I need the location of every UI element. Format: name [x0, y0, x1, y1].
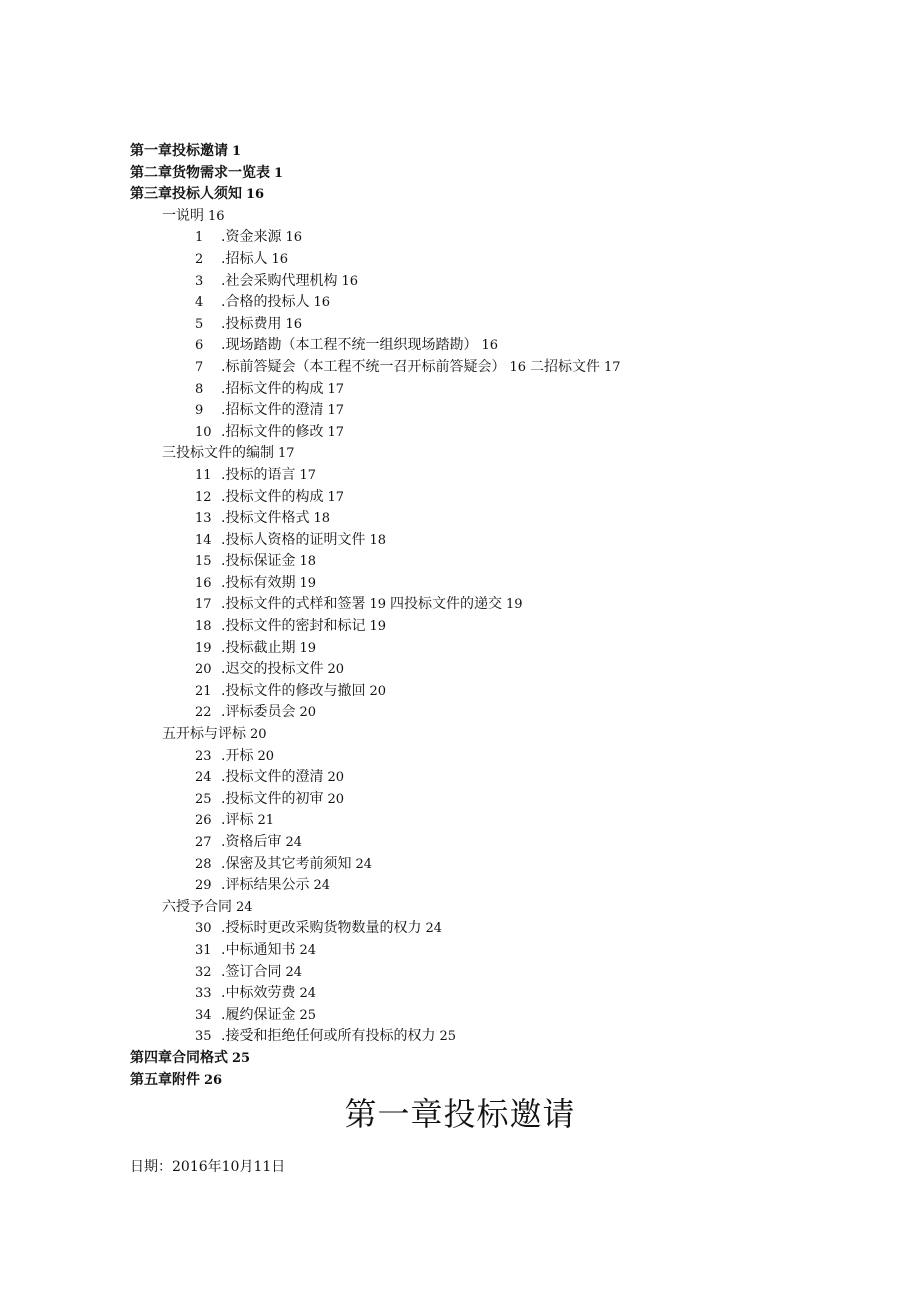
- toc-chapter: [0, 1070, 920, 1092]
- toc-page-number: 24: [299, 986, 316, 1002]
- toc-item-number: 20: [195, 662, 212, 678]
- toc-item-number: 33: [195, 986, 212, 1002]
- toc-page-number: 16: [313, 295, 330, 311]
- toc-item: [0, 659, 920, 681]
- toc-page-number: 17: [327, 381, 344, 397]
- toc-entry-title: .签订合同: [221, 963, 282, 980]
- toc-page-number: 20: [257, 748, 274, 764]
- toc-page-number: 1: [274, 165, 284, 181]
- toc-entry-title: .迟交的投标文件: [221, 661, 324, 678]
- toc-page-number: 24: [425, 921, 442, 937]
- toc-entry-title: 四投标文件的递交: [390, 596, 502, 613]
- toc-item-number: 17: [195, 597, 212, 613]
- chapter-heading: 第一章投标邀请: [344, 1095, 576, 1133]
- toc-item: [0, 271, 920, 293]
- toc-item-number: 11: [195, 467, 212, 483]
- toc-item: [0, 379, 920, 401]
- toc-page-number: 20: [250, 727, 267, 743]
- toc-item-number: 7: [195, 359, 204, 375]
- toc-item-number: 16: [195, 575, 212, 591]
- toc-item: [0, 940, 920, 962]
- toc-entry-title: 第二章货物需求一览表: [130, 164, 270, 181]
- toc-item-number: 22: [195, 705, 212, 721]
- toc-item-number: 24: [195, 770, 212, 786]
- toc-item-number: 34: [195, 1007, 212, 1023]
- toc-item-number: 2: [195, 251, 204, 267]
- toc-page-number: 19: [369, 597, 386, 613]
- toc-item: [0, 767, 920, 789]
- toc-entry-title: 一说明: [162, 207, 204, 224]
- toc-page-number: 17: [327, 424, 344, 440]
- toc-entry-title: .现场踏勘（本工程不统一组织现场踏勘）: [221, 337, 478, 354]
- toc-page-number: 17: [299, 467, 316, 483]
- toc-entry-title: .投标的语言: [221, 466, 296, 483]
- toc-item-number: 4: [195, 295, 204, 311]
- toc-item: [0, 746, 920, 768]
- toc-item: [0, 832, 920, 854]
- toc-page-number: 25: [299, 1007, 316, 1023]
- toc-entry-title: .评标结果公示: [221, 877, 310, 894]
- table-of-contents: [0, 141, 920, 1091]
- toc-page-number: 19: [299, 575, 316, 591]
- toc-page-number: 26: [204, 1072, 223, 1088]
- toc-item: [0, 854, 920, 876]
- toc-entry-title: .保密及其它考前须知: [221, 855, 352, 872]
- toc-item: [0, 487, 920, 509]
- toc-item: [0, 1005, 920, 1027]
- toc-page-number: 18: [313, 511, 330, 527]
- toc-item-number: 9: [195, 403, 204, 419]
- toc-entry-title: .投标文件的初审: [221, 790, 324, 807]
- toc-item-number: 26: [195, 813, 212, 829]
- toc-page-number: 16: [285, 230, 302, 246]
- toc-entry-title: .社会采购代理机构: [221, 272, 338, 289]
- toc-chapter: [0, 1048, 920, 1070]
- toc-item-number: 27: [195, 835, 212, 850]
- toc-entry-title: .履约保证金: [221, 1006, 296, 1023]
- toc-page-number: 20: [327, 791, 344, 807]
- toc-item-number: 21: [195, 683, 212, 699]
- toc-page-number: 17: [327, 489, 344, 505]
- toc-entry-title: 三投标文件的编制: [162, 445, 274, 462]
- toc-entry-title: 第三章投标人须知: [130, 186, 242, 203]
- toc-item: [0, 292, 920, 314]
- toc-entry-title: .合格的投标人: [221, 294, 310, 311]
- toc-entry-title: 二招标文件: [530, 358, 600, 375]
- toc-item-number: 12: [195, 489, 212, 505]
- toc-entry-title: .投标文件的密封和标记: [221, 618, 366, 635]
- toc-page-number: 21: [257, 813, 274, 829]
- toc-item-number: 23: [195, 748, 212, 764]
- toc-page-number: 16: [481, 338, 498, 354]
- toc-item: [0, 1026, 920, 1048]
- toc-item: [0, 422, 920, 444]
- toc-entry-title: .投标文件的构成: [221, 488, 324, 505]
- toc-page-number: 16: [271, 251, 288, 267]
- toc-item: [0, 573, 920, 595]
- toc-item-number: 18: [195, 619, 212, 635]
- toc-entry-title: .中标通知书: [221, 941, 296, 958]
- toc-item-number: 13: [195, 511, 212, 527]
- toc-page-number: 24: [285, 964, 302, 980]
- toc-item-number: 8: [195, 381, 204, 397]
- toc-item: [0, 357, 920, 379]
- toc-entry-title: .投标费用: [221, 315, 282, 332]
- toc-page-number: 17: [278, 446, 295, 462]
- toc-page-number: 20: [369, 683, 386, 699]
- toc-item-number: 32: [195, 964, 212, 980]
- toc-item-number: 30: [195, 921, 212, 937]
- toc-item: [0, 249, 920, 271]
- toc-page-number: 18: [299, 554, 316, 570]
- toc-entry-title: .投标文件的澄清: [221, 769, 324, 786]
- toc-entry-title: .投标有效期: [221, 574, 296, 591]
- toc-chapter: [0, 184, 920, 206]
- toc-page-number: 20: [327, 770, 344, 786]
- toc-item-number: 3: [195, 273, 204, 289]
- toc-page-number: 24: [285, 835, 302, 850]
- toc-page-number: 24: [236, 899, 253, 915]
- toc-item: [0, 702, 920, 724]
- toc-item: [0, 681, 920, 703]
- toc-entry-title: .接受和拒绝任何或所有投标的权力: [221, 1028, 436, 1045]
- toc-section: [0, 443, 920, 465]
- toc-item-number: 14: [195, 532, 212, 548]
- toc-entry-title: .投标保证金: [221, 553, 296, 570]
- toc-page-number: 24: [299, 942, 316, 958]
- date-line: 日期：2016年10月11日: [130, 1159, 286, 1175]
- toc-item: [0, 875, 920, 897]
- toc-entry-title: .开标: [221, 747, 254, 764]
- toc-entry-title: .招标文件的构成: [221, 380, 324, 397]
- toc-entry-title: 第四章合同格式: [130, 1049, 228, 1066]
- toc-item-number: 15: [195, 554, 212, 570]
- toc-page-number: 16: [509, 359, 526, 375]
- toc-page-number: 17: [604, 359, 621, 375]
- toc-entry-title: .资格后审: [221, 834, 282, 850]
- toc-item-number: 10: [195, 424, 212, 440]
- toc-item: [0, 400, 920, 422]
- toc-item-number: 19: [195, 640, 212, 656]
- toc-page-number: 19: [299, 640, 316, 656]
- toc-entry-title: .授标时更改采购货物数量的权力: [221, 920, 422, 937]
- toc-entry-title: 第五章附件: [130, 1071, 200, 1088]
- toc-page-number: 16: [246, 187, 265, 203]
- toc-item: [0, 530, 920, 552]
- toc-section: [0, 897, 920, 919]
- toc-item: [0, 789, 920, 811]
- toc-item: [0, 508, 920, 530]
- toc-page-number: 17: [327, 403, 344, 419]
- toc-entry-title: .招标人: [221, 250, 268, 267]
- toc-item-number: 35: [195, 1029, 212, 1045]
- toc-item: [0, 983, 920, 1005]
- toc-item-number: 29: [195, 878, 212, 894]
- toc-page-number: 20: [327, 662, 344, 678]
- toc-item: [0, 465, 920, 487]
- toc-page-number: 19: [506, 597, 523, 613]
- toc-page-number: 25: [439, 1029, 456, 1045]
- toc-entry-title: .投标文件的式样和签署: [221, 596, 366, 613]
- toc-page-number: 25: [232, 1050, 251, 1066]
- toc-item: [0, 314, 920, 336]
- toc-page-number: 16: [208, 208, 225, 224]
- toc-item: [0, 594, 920, 616]
- toc-item: [0, 335, 920, 357]
- toc-item: [0, 962, 920, 984]
- toc-entry-title: .投标截止期: [221, 639, 296, 656]
- toc-item-number: 1: [195, 230, 204, 246]
- toc-entry-title: 第一章投标邀请: [130, 143, 228, 159]
- toc-entry-title: .评标委员会: [221, 704, 296, 721]
- toc-entry-title: .中标效劳费: [221, 985, 296, 1002]
- toc-page-number: 20: [299, 705, 316, 721]
- toc-page-number: 24: [355, 856, 372, 872]
- toc-item-number: 5: [195, 316, 204, 332]
- toc-entry-title: .标前答疑会（本工程不统一召开标前答疑会）: [221, 358, 506, 375]
- toc-page-number: 1: [232, 144, 242, 159]
- toc-item: [0, 616, 920, 638]
- toc-entry-title: .投标人资格的证明文件: [221, 531, 366, 548]
- toc-item: [0, 638, 920, 660]
- toc-entry-title: .招标文件的修改: [221, 423, 324, 440]
- toc-page-number: 18: [369, 532, 386, 548]
- toc-page-number: 24: [313, 878, 330, 894]
- toc-item: [0, 227, 920, 249]
- toc-section: [0, 206, 920, 228]
- toc-page-number: 16: [341, 273, 358, 289]
- toc-entry-title: .招标文件的澄清: [221, 402, 324, 419]
- toc-entry-title: .评标: [221, 812, 254, 829]
- toc-page-number: 16: [285, 316, 302, 332]
- toc-chapter: [0, 163, 920, 185]
- toc-entry-title: .投标文件格式: [221, 510, 310, 527]
- toc-item-number: 28: [195, 856, 212, 872]
- toc-item-number: 31: [195, 942, 212, 958]
- toc-item: [0, 810, 920, 832]
- toc-entry-title: 六授予合同: [162, 898, 232, 915]
- toc-item-number: 6: [195, 338, 204, 354]
- toc-item: [0, 551, 920, 573]
- toc-entry-title: .资金来源: [221, 229, 282, 246]
- toc-section: [0, 724, 920, 746]
- toc-item-number: 25: [195, 791, 212, 807]
- toc-item: [0, 918, 920, 940]
- toc-page-number: 19: [369, 619, 386, 635]
- toc-chapter: [0, 141, 920, 163]
- toc-entry-title: 五开标与评标: [162, 726, 246, 743]
- toc-entry-title: .投标文件的修改与撤回: [221, 682, 366, 699]
